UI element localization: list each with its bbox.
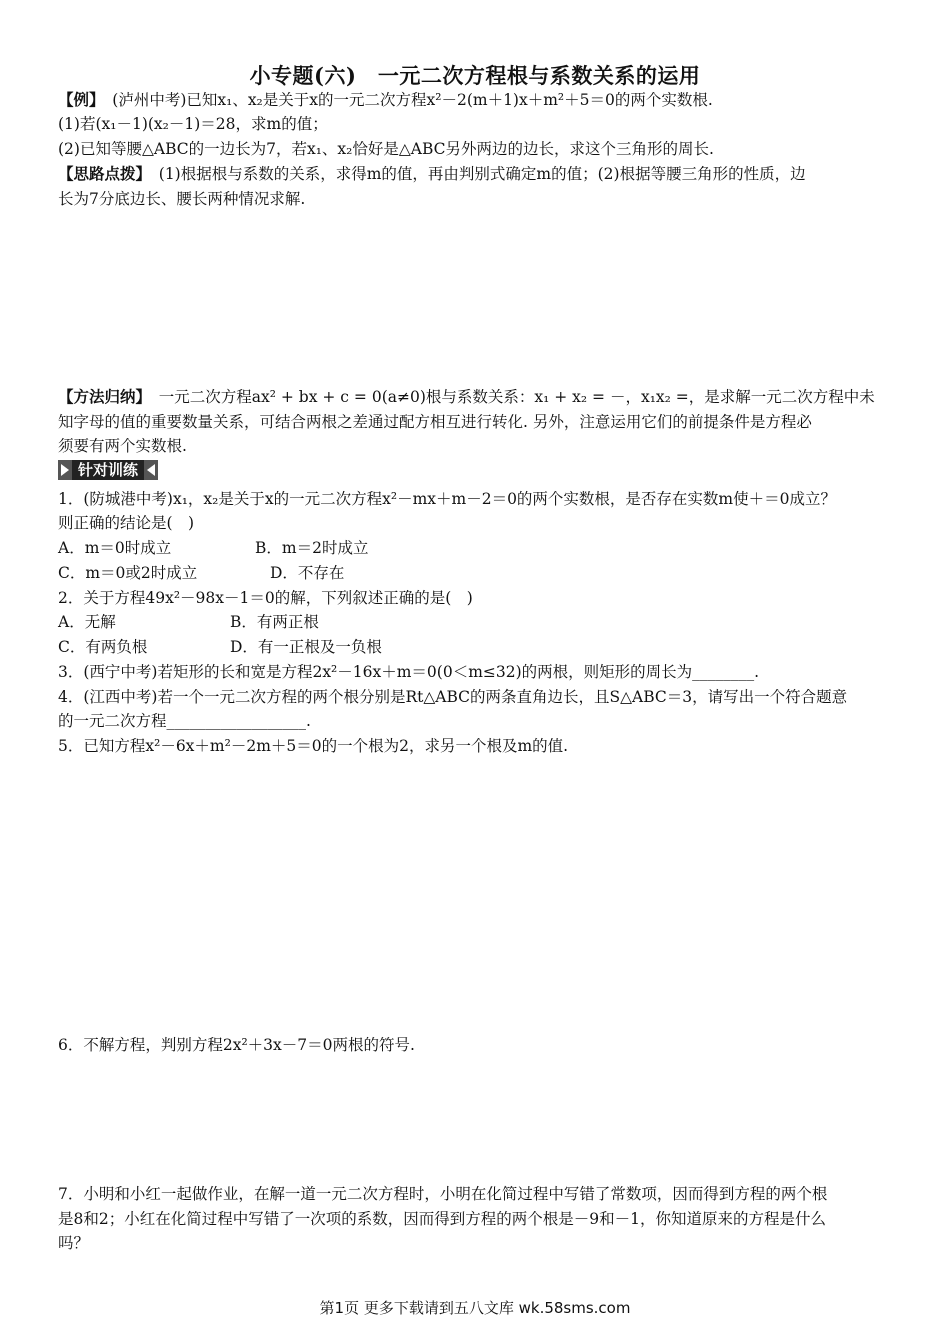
page-footer: 第1页 更多下载请到五八文库 wk.58sms.com bbox=[319, 1299, 631, 1317]
q2-option-c: C．有两负根 bbox=[58, 638, 148, 656]
method-line-1 bbox=[58, 386, 875, 408]
q2-option-a: A．无解 bbox=[58, 613, 116, 631]
example-label: 【例】 bbox=[58, 90, 97, 109]
method-line-3: 须要有两个实数根. bbox=[58, 437, 187, 455]
method-text: 一元二次方程ax² + bx + c = 0(a≠0)根与系数关系：x₁ + x₂ = －，x₁x₂ =，是求解一元二次方程中未 bbox=[143, 388, 875, 406]
method-line-2: 知字母的值的重要数量关系，可结合两根之差通过配方相互进行转化. 另外，注意运用它们的前提条件是方程必 bbox=[58, 413, 812, 431]
q1-stem-2: 则正确的结论是( ) bbox=[58, 514, 195, 532]
page-title: 小专题(六) 一元二次方程根与系数关系的运用 bbox=[249, 63, 701, 88]
q2-option-b: B．有两正根 bbox=[230, 613, 319, 631]
q1-option-c: C．m＝0或2时成立 bbox=[58, 564, 198, 582]
q2-option-d: D．有一正根及一负根 bbox=[230, 638, 382, 656]
example-text: (泸州中考)已知x₁、x₂是关于x的一元二次方程x²－2(m＋1)x＋m²＋5＝0的两个实数根. bbox=[96, 91, 713, 109]
q1-option-d: D．不存在 bbox=[270, 564, 345, 582]
banner-left-arrow-icon bbox=[58, 460, 72, 480]
practice-banner bbox=[58, 460, 158, 480]
q6-stem: 6．不解方程，判别方程2x²＋3x－7＝0两根的符号. bbox=[58, 1036, 415, 1054]
hint-line-2: 长为7分底边长、腰长两种情况求解. bbox=[58, 190, 306, 208]
hint-line-1 bbox=[58, 163, 806, 185]
banner-label: 针对训练 bbox=[72, 460, 144, 480]
q5-stem: 5．已知方程x²－6x＋m²－2m＋5＝0的一个根为2，求另一个根及m的值. bbox=[58, 737, 569, 755]
q1-option-b: B．m＝2时成立 bbox=[255, 539, 369, 557]
q4-stem: 4．(江西中考)若一个一元二次方程的两个根分别是Rt△ABC的两条直角边长，且S△ABC＝3，请写出一个符合题意 bbox=[58, 688, 848, 706]
hint-label: 【思路点拨】 bbox=[58, 164, 144, 183]
q7-stem-3: 吗？ bbox=[58, 1234, 90, 1252]
q2-stem: 2．关于方程49x²－98x－1＝0的解，下列叙述正确的是( ) bbox=[58, 589, 473, 607]
q1-option-a: A．m＝0时成立 bbox=[58, 539, 172, 557]
example-part-1: (1)若(x₁－1)(x₂－1)＝28，求m的值； bbox=[58, 115, 328, 133]
q7-stem: 7．小明和小红一起做作业，在解一道一元二次方程时，小明在化简过程中写错了常数项，因而得到方程的两个根 bbox=[58, 1185, 828, 1203]
example-part-2: (2)已知等腰△ABC的一边长为7，若x₁、x₂恰好是△ABC另外两边的边长，求这个三角形的周长. bbox=[58, 140, 714, 158]
hint-text: (1)根据根与系数的关系，求得m的值，再由判别式确定m的值；(2)根据等腰三角形的性质，边 bbox=[143, 165, 806, 183]
banner-right-arrow-icon bbox=[144, 460, 158, 480]
q4-stem-2: 的一元二次方程__________________. bbox=[58, 712, 311, 730]
q3-stem: 3．(西宁中考)若矩形的长和宽是方程2x²－16x＋m＝0(0＜m≤32)的两根，则矩形的周长为________. bbox=[58, 663, 760, 681]
method-label: 【方法归纳】 bbox=[58, 387, 144, 406]
q7-stem-2: 是8和2；小红在化简过程中写错了一次项的系数，因而得到方程的两个根是－9和－1，你知道原来的方程是什么 bbox=[58, 1210, 826, 1228]
example-line-1 bbox=[58, 89, 713, 111]
q1-stem: 1．(防城港中考)x₁，x₂是关于x的一元二次方程x²－mx＋m－2＝0的两个实数根，是否存在实数m使＋＝0成立？ bbox=[58, 490, 836, 508]
